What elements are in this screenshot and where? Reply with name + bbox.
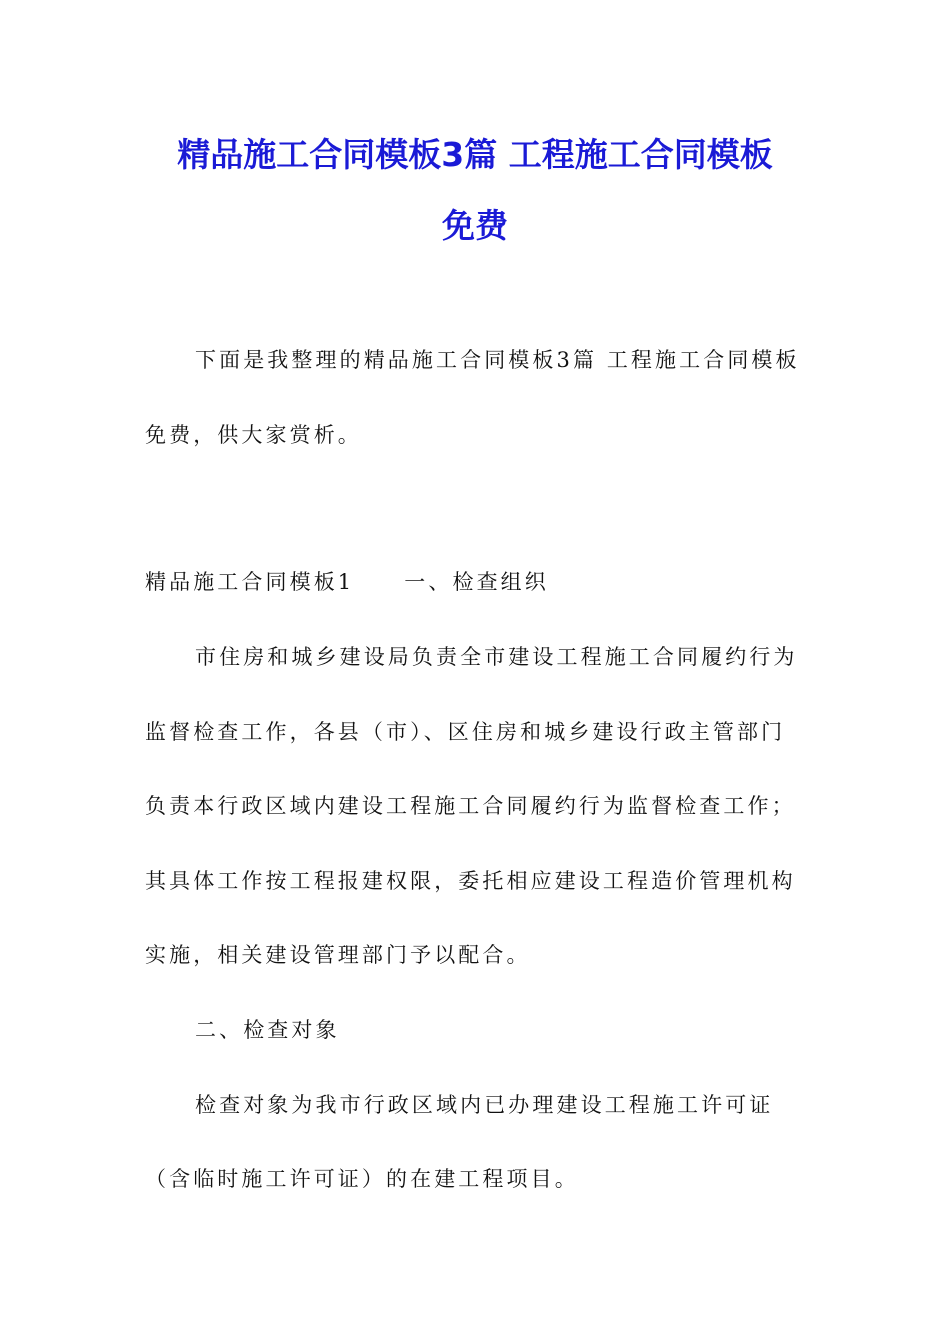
intro-line-1: 下面是我整理的精品施工合同模板3篇 工程施工合同模板	[195, 348, 800, 372]
section-1-paragraph-line-5: 实施，相关建设管理部门予以配合。	[145, 943, 531, 967]
template-label: 精品施工合同模板1	[145, 570, 355, 594]
section-2-paragraph-line-1: 检查对象为我市行政区域内已办理建设工程施工许可证	[195, 1093, 774, 1117]
document-title-line-1: 精品施工合同模板3篇 工程施工合同模板	[177, 135, 773, 174]
section-1-paragraph-line-1: 市住房和城乡建设局负责全市建设工程施工合同履约行为	[195, 645, 798, 669]
section-1-paragraph-line-3: 负责本行政区域内建设工程施工合同履约行为监督检查工作；	[145, 794, 796, 818]
section-1-paragraph-line-2: 监督检查工作，各县（市）、区住房和城乡建设行政主管部门	[145, 720, 786, 744]
document-title-line-2: 免费	[442, 206, 508, 245]
section-1-paragraph-line-4: 其具体工作按工程报建权限，委托相应建设工程造价管理机构	[145, 869, 796, 893]
section-1-header-row	[145, 567, 549, 597]
section-1-heading: 一、检查组织	[404, 570, 549, 594]
section-2-heading: 二、检查对象	[195, 1018, 340, 1042]
section-2-paragraph-line-2: （含临时施工许可证）的在建工程项目。	[145, 1167, 579, 1191]
intro-line-2: 免费，供大家赏析。	[145, 423, 362, 447]
